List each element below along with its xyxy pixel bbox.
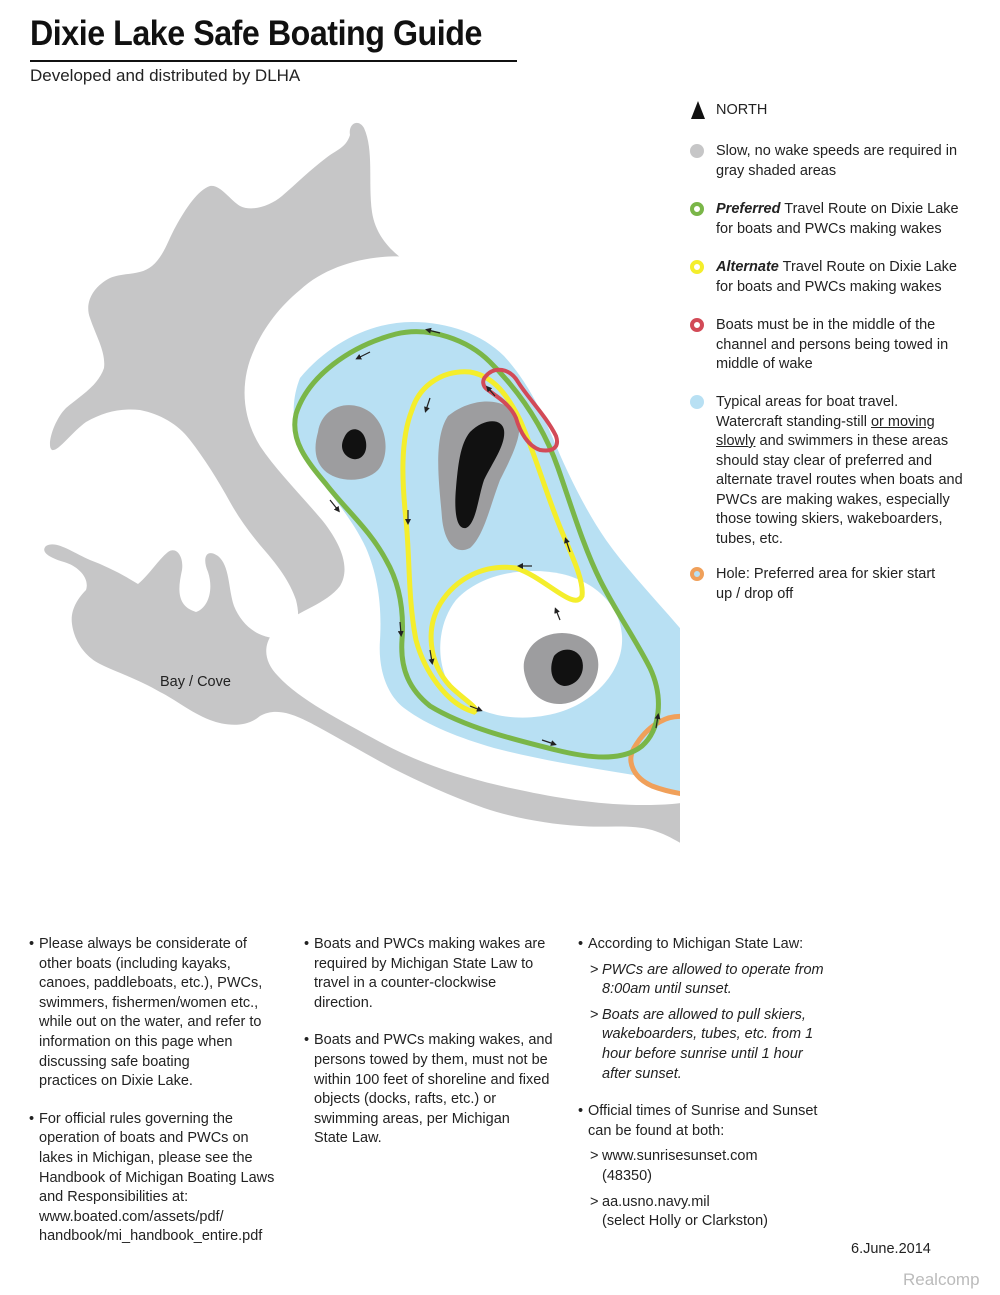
note-100-feet: • Boats and PWCs making wakes, and persons towed by them, must not be within 100 feet of shoreline and fixed objects (docks, rafts, etc.) or swimming areas, per Michigan State Law. — [304, 1032, 553, 1147]
guide-date: 6.June.2014 — [851, 1241, 931, 1257]
page-title: Dixie Lake Safe Boating Guide — [30, 14, 482, 53]
bay-cove-label: Bay / Cove — [160, 674, 231, 690]
note-consideration: • Please always be considerate of other boats (including kayaks, canoes, paddleboats, etc.), PWCs, swimmers, fishermen/women etc., while out on the water, and refer to information on this page when discussing safe boating practices on Dixie Lake. — [29, 936, 263, 1090]
notes-column-3 — [578, 935, 848, 1250]
green-ring-icon — [690, 202, 704, 216]
note-counter-clockwise: • Boats and PWCs making wakes are required by Michigan State Law to travel in a counter-clockwise direction. — [304, 936, 546, 1011]
orange-ring-icon — [690, 567, 704, 581]
yellow-ring-icon — [690, 260, 704, 274]
title-underline — [30, 60, 517, 62]
note-michigan-law: • According to Michigan State Law: > PWCs are allowed to operate from 8:00am until sunset. > Boats are allowed to pull skiers, wakeboarders, tubes, etc. from 1 hour before sunrise until 1 hour after sunset. — [578, 936, 824, 1082]
page-subtitle: Developed and distributed by DLHA — [30, 66, 301, 85]
note-official-rules: • For official rules governing the operation of boats and PWCs on lakes in Michigan, please see the Handbook of Michigan Boating Laws and Responsibilities at: www.boated.com/assets/pdf/ handbook/mi_handbook_entire.pdf — [29, 1110, 275, 1245]
gray-dot-icon — [690, 144, 704, 158]
note-sunrise-sunset: • Official times of Sunrise and Sunset can be found at both: > www.sunrisesunset.com (48350) > aa.usno.navy.mil (select Holly or Clarkston) — [578, 1103, 818, 1230]
realcomp-watermark: Realcomp — [903, 1270, 980, 1289]
red-ring-icon — [690, 318, 704, 332]
blue-dot-icon — [690, 395, 704, 409]
lake-map — [0, 95, 680, 925]
notes-column-2 — [304, 935, 569, 1167]
notes-column-1 — [29, 935, 294, 1265]
north-arrow-icon — [691, 101, 705, 119]
